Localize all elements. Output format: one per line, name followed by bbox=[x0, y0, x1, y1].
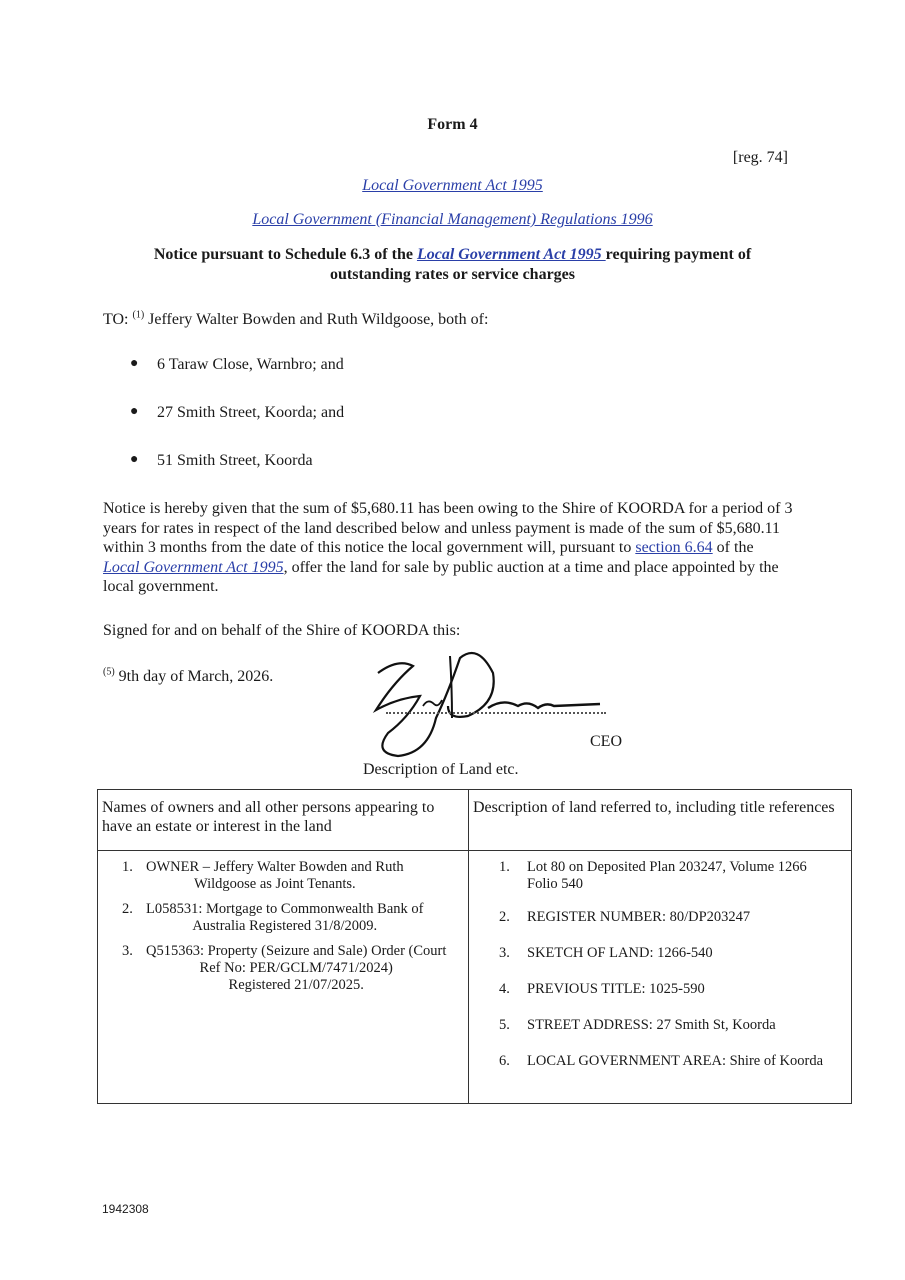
signed-text: Signed for and on behalf of the Shire of KOORDA this: bbox=[103, 622, 461, 639]
list-item: 5. STREET ADDRESS: 27 Smith St, Koorda bbox=[499, 1017, 776, 1033]
land-column-header: Description of land referred to, including title references bbox=[469, 790, 852, 851]
list-item: 3. SKETCH OF LAND: 1266-540 bbox=[499, 945, 713, 961]
owners-column-header: Names of owners and all other persons appearing to have an estate or interest in the land bbox=[98, 790, 469, 851]
signatory-role: CEO bbox=[590, 733, 622, 750]
list-item: 2. L058531: Mortgage to Commonwealth Bank of Australia Registered 31/8/2009. bbox=[122, 901, 424, 934]
footnote-5: (5) bbox=[103, 666, 115, 678]
form-title: Form 4 bbox=[427, 116, 478, 133]
list-item: ● 6 Taraw Close, Warnbro; and bbox=[130, 356, 344, 373]
act-link[interactable]: Local Government Act 1995 bbox=[362, 177, 543, 194]
list-item: 2. REGISTER NUMBER: 80/DP203247 bbox=[499, 909, 751, 925]
bullet-icon: ● bbox=[130, 404, 139, 419]
list-item: ● 27 Smith Street, Koorda; and bbox=[130, 404, 345, 421]
list-item: 1. Lot 80 on Deposited Plan 203247, Volume 1266 Folio 540 bbox=[499, 859, 807, 892]
list-item: 6. LOCAL GOVERNMENT AREA: Shire of Koorda bbox=[499, 1053, 824, 1069]
bullet-icon: ● bbox=[130, 356, 139, 371]
bullet-icon: ● bbox=[130, 452, 139, 467]
list-item: 3. Q515363: Property (Seizure and Sale) Order (Court Ref No: PER/GCLM/7471/2024) Registered 21/07/2025. bbox=[122, 943, 447, 993]
address-list bbox=[130, 356, 344, 500]
notice-body: Notice is hereby given that the sum of $5,680.11 has been owing to the Shire of KOORDA for a period of 3 years for rates in respect of the land described below and unless payment is made of the sum of $5,680.11 within 3 months from the date of this notice the local government will, pursuant to section 6.64 of the Local Government Act 1995, offer the land for sale by public auction at a time and place appointed by the local government. bbox=[103, 500, 793, 596]
notice-heading: Notice pursuant to Schedule 6.3 of the Local Government Act 1995 requiring payment of outstanding rates or service charges bbox=[153, 246, 752, 283]
regulation-ref: [reg. 74] bbox=[732, 149, 788, 166]
owners-cell bbox=[98, 851, 469, 1104]
land-table bbox=[97, 789, 852, 1104]
signature-image bbox=[368, 648, 613, 763]
footnote-1: (1) bbox=[132, 309, 145, 321]
land-cell bbox=[469, 851, 852, 1104]
document-reference: 1942308 bbox=[102, 1202, 149, 1216]
list-item: 4. PREVIOUS TITLE: 1025-590 bbox=[499, 981, 705, 997]
heading-act-link[interactable]: Local Government Act 1995 bbox=[416, 246, 606, 263]
land-table-caption: Description of Land etc. bbox=[363, 761, 519, 778]
list-item: ● 51 Smith Street, Koorda bbox=[130, 452, 313, 469]
notice-act-link[interactable]: Local Government Act 1995 bbox=[103, 558, 284, 576]
list-item: 1. OWNER – Jeffery Walter Bowden and Ruth Wildgoose as Joint Tenants. bbox=[122, 859, 404, 892]
signing-date: $^{(5)}$ 9th day of March, 2026. bbox=[103, 666, 274, 685]
recipient-line: TO: $^{(1)}$ Jeffery Walter Bowden and Ruth Wildgoose, both of: bbox=[103, 309, 489, 328]
section-link[interactable]: section 6.64 bbox=[635, 539, 713, 557]
regulations-link[interactable]: Local Government (Financial Management) Regulations 1996 bbox=[252, 211, 653, 228]
signature-line bbox=[386, 712, 606, 714]
